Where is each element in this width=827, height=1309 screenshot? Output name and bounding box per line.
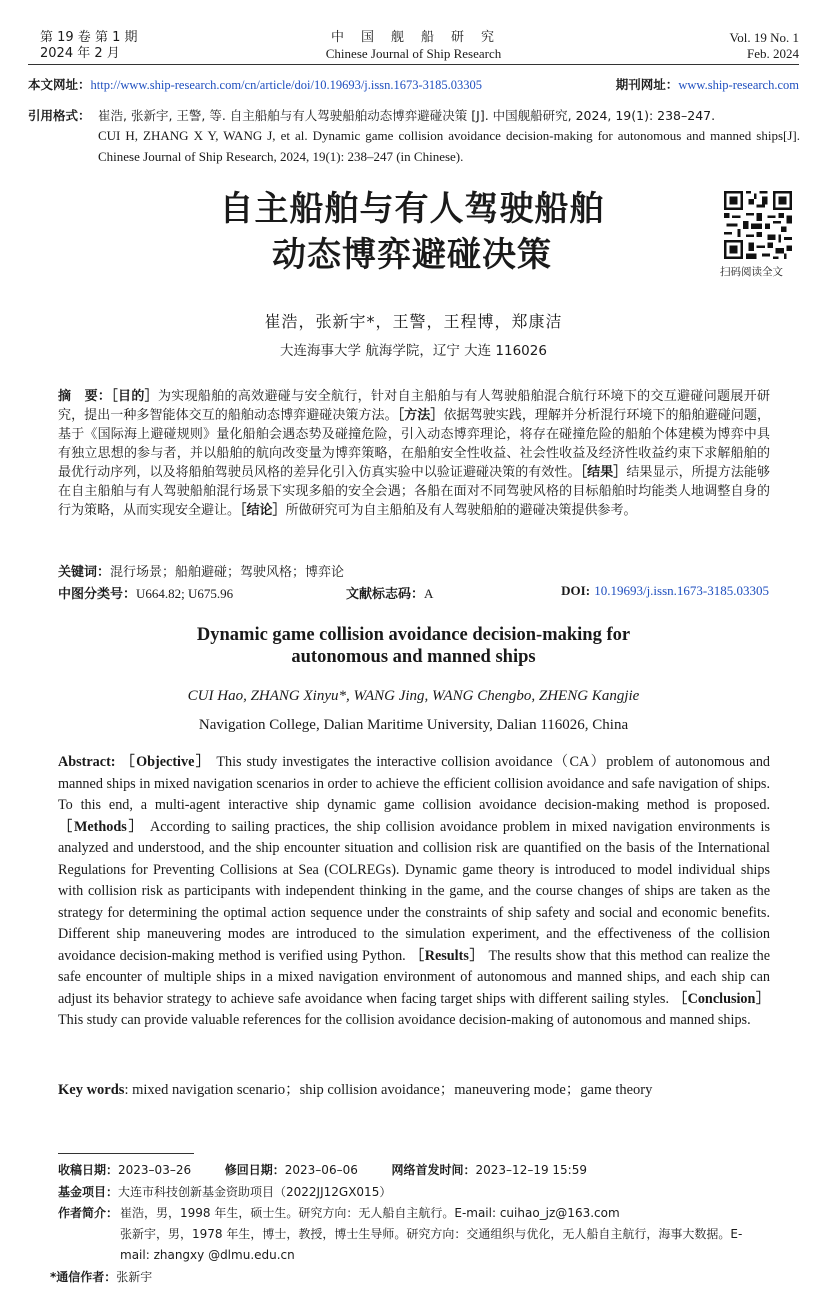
journal-url-label: 期刊网址： [615,77,679,92]
bio-author1: 崔浩，男，1998 年生，硕士生。研究方向：无人船自主航行。E-mail: cuihao_jz@163.com [120,1206,620,1220]
footnote-rule [58,1153,194,1154]
article-url-row [28,75,482,95]
keywords-en-label: Key words [58,1082,125,1098]
corresponding-row [50,1267,152,1288]
doc-code-value: A [424,586,434,601]
fund-label: 基金项目： [58,1185,119,1199]
citation-cn: 崔浩, 张新宇, 王警, 等. 自主船舶与有人驾驶船舶动态博弈避碰决策 [J]. 中国舰船研究, 2024, 19(1): 238–247. [98,108,716,123]
authors-en: CUI Hao, ZHANG Xinyu*, WANG Jing, WANG Chengbo, ZHENG Kangjie [187,688,640,704]
online-label: 网络首发时间： [391,1163,476,1177]
abstract-en-results-tag: ［Results］ [409,947,485,964]
affiliation-cn: 大连海事大学 航海学院，辽宁 大连 116026 [280,343,547,359]
bio-label: 作者简介： [58,1206,119,1220]
abstract-en-conclusion-tag: ［Conclusion］ [672,990,771,1007]
bio-author2: 张新宇，男，1978 年生，博士，教授，博士生导师。研究方向：交通组织与优化，无人船自主航行，海事大数据。E-mail: zhangxy @dlmu.edu.cn [120,1227,743,1262]
abstract-cn-methods-tag: ［方法］ [397,408,444,423]
issue-number-cn: 第 19 卷 第 1 期 [40,30,138,45]
qr-caption: 扫码阅读全文 [720,266,783,278]
received-label: 收稿日期： [58,1163,119,1177]
header-rule [28,64,799,65]
abstract-cn-objective-tag: ［目的］ [111,389,158,404]
received-date: 2023–03–26 [118,1163,192,1177]
abstract-cn [58,387,770,520]
doi-row [561,583,769,599]
doc-code-label: 文献标志码： [346,587,425,602]
abstract-en-conclusion: This study can provide valuable references for the collision avoidance decision-making of autonomous and manned ships. [58,1012,751,1028]
clc-value: U664.82; U675.96 [136,586,234,601]
corresponding-label: *通信作者： [50,1270,117,1284]
revised-date: 2023–06–06 [284,1163,358,1177]
journal-name-cn: 中 国 舰 船 研 究 [330,30,496,45]
clc-label: 中图分类号： [58,587,137,602]
abstract-en-results: The results show that this method can realize the safe encounter of multiple ships in a mixed navigation environment of autonomous and manned ships, and each ship can adjust its behavior strategy to achieve safe avoidance when facing target ships with different sailing styles. [58,947,770,1007]
title-en-line1: Dynamic game collision avoidance decision-making for [196,625,631,645]
article-url-link[interactable]: http://www.ship-research.com/cn/article/doi/10.19693/j.issn.1673-3185.03305 [90,78,483,92]
keywords-en: : mixed navigation scenario；ship collision avoidance；maneuvering mode；game theory [124,1082,653,1098]
clc-row [58,583,233,602]
abstract-cn-results-tag: ［结果］ [580,465,627,480]
citation-block [98,106,800,167]
keywords-en-row [58,1078,652,1099]
online-date: 2023–12–19 15:59 [475,1163,587,1177]
doi-link[interactable]: 10.19693/j.issn.1673-3185.03305 [594,583,769,598]
keywords-cn-row [58,561,344,580]
journal-name-en: Chinese Journal of Ship Research [325,46,502,61]
keywords-cn: 混行场景；船舶避碰；驾驶风格；博弈论 [110,565,345,580]
fund-value: 大连市科技创新基金资助项目（2022JJ12GX015） [118,1185,392,1199]
journal-url-row [616,75,799,95]
keywords-cn-label: 关键词： [58,565,111,580]
title-cn-line1: 自主船舶与有人驾驶船舶 [219,189,605,229]
doc-code-row [346,583,433,602]
journal-url-link[interactable]: www.ship-research.com [678,78,799,92]
doi-label: DOI: [561,583,591,598]
title-cn-line2: 动态博弈避碰决策 [272,235,552,275]
abstract-en-methods: According to sailing practices, the ship collision avoidance problem in mixed navigation environments is analyzed and understood, and the ship encounter situation and collision risk are quantified on the basis of the International Regulations for Preventing Collisions at Sea (COLREGs). Dynamic game theory is introduced to model individual ships with collision risk as participants with independent thinking in the game, and the course changes of ships are taken as the strategy for determining the optimal action sequence under the constraints of ship safety and social and economic benefits. Different ship maneuvering modes are introduced to the simulation experiment, and the effectiveness of the collision avoidance decision-making method is verified using Python. [58,818,770,964]
abstract-en-methods-tag: ［Methods］ [58,818,145,835]
authors-cn: 崔浩，张新宇*，王警，王程博，郑康洁 [264,312,563,331]
abstract-cn-objective: 为实现船舶的高效避碰与安全航行，针对自主船舶与有人驾驶船舶混合航行环境下的交互避碰问题展开研究，提出一种多智能体交互的船舶动态博弈避碰决策方法。 [58,389,770,423]
citation-en: CUI H, ZHANG X Y, WANG J, et al. Dynamic game collision avoidance decision-making for autonomous and manned ships[J]. Chinese Journal of Ship Research, 2024, 19(1): 238–247 (in Chinese). [98,128,800,164]
affiliation-en: Navigation College, Dalian Maritime University, Dalian 116026, China [198,717,629,733]
bio-block [120,1203,770,1266]
abstract-en-label: Abstract: [58,754,116,770]
abstract-en-objective-tag: ［Objective］ [120,754,212,770]
abstract-cn-label: 摘 要： [58,389,112,404]
corresponding-author: 张新宇 [116,1270,153,1284]
journal-header [0,30,827,62]
revised-label: 修回日期： [224,1163,285,1177]
citation-label: 引用格式： [28,108,91,123]
dates-row [58,1160,587,1181]
date-en: Feb. 2024 [747,46,799,61]
volume-en: Vol. 19 No. 1 [729,30,799,45]
title-en [0,624,827,668]
qr-block [720,191,792,279]
qr-code-icon[interactable] [724,191,792,259]
fund-row [58,1182,391,1203]
issue-header-en [730,30,799,62]
issue-date-cn: 2024 年 2 月 [40,46,120,61]
abstract-cn-methods: 依据驾驶实践，理解并分析混行环境下的船舶避碰问题，基于《国际海上避碰规则》量化船舶会遇态势及碰撞危险，引入动态博弈理论，将存在碰撞危险的船舶个体建模为博弈中具有独立思想的参与者，并以船舶的航向改变量为博弈策略，在船舶安全性收益、社会性收益及经济性收益约束下求解船舶的最优行动序列，以及将船舶驾驶员风格的差异化引入仿真实验中以验证避碰决策的有效性。 [58,408,770,480]
abstract-cn-conclusion: 所做研究可为自主船舶及有人驾驶船舶的避碰决策提供参考。 [285,503,637,518]
abstract-cn-conclusion-tag: ［结论］ [240,503,286,518]
article-url-label: 本文网址： [28,77,91,92]
abstract-en [58,752,770,1032]
abstract-en-objective: This study investigates the interactive collision avoidance（CA）problem of autonomous and manned ships in mixed navigation scenarios in order to achieve the efficient collision avoidance and safe navigation of ships. To this end, a multi-agent interactive ship dynamic game collision avoidance decision-making method is proposed. [58,754,771,813]
title-en-line2: autonomous and manned ships [291,647,536,667]
abstract-cn-results: 结果显示，所提方法能够在自主船舶与有人驾驶船舶混行场景下实现多船的安全会遇；各船在面对不同驾驶风格的目标船舶时均能类人地调整自身的行为策略，从而实现安全避让。 [58,465,770,518]
